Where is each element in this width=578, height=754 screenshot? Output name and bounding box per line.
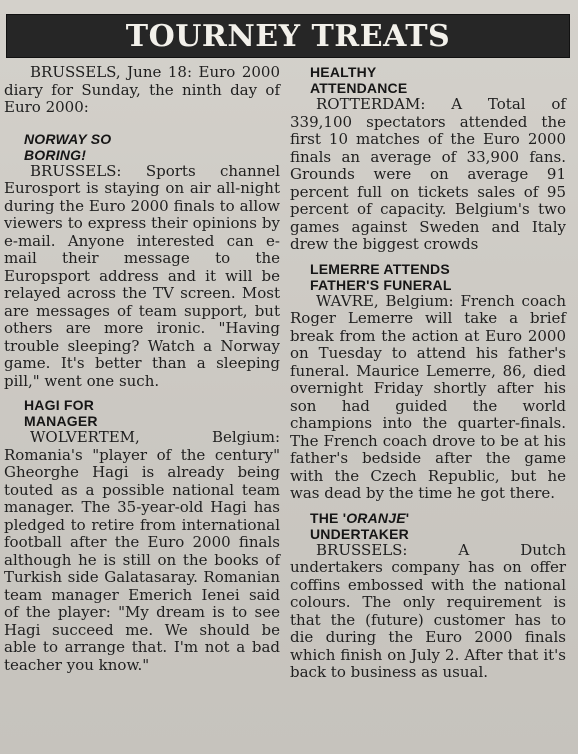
headline-line: NORWAY SO	[24, 130, 112, 147]
story-lemerre	[290, 261, 566, 503]
right-column	[290, 64, 566, 689]
headline-line: HAGI FOR	[24, 397, 95, 413]
headline-prefix: THE '	[310, 509, 347, 526]
article-columns	[4, 64, 570, 689]
headline-line: BORING!	[24, 146, 87, 163]
story-body: BRUSSELS: A Dutch undertakers company has on offer coffins embossed with the national colours. The only requirement is that the (future) customer has to die during the Euro 2000 finals which finish on July 2. After that it's back to business as usual.	[290, 540, 566, 681]
story-attendance	[290, 64, 566, 254]
story-headline	[290, 510, 566, 542]
story-headline	[290, 261, 566, 293]
headline-line: ATTENDANCE	[310, 80, 408, 96]
headline-line	[310, 510, 409, 526]
story-oranje	[290, 510, 566, 682]
page-title: TOURNEY TREATS	[125, 18, 451, 54]
headline-line: MANAGER	[24, 413, 98, 429]
story-headline	[290, 64, 566, 96]
story-headline	[4, 397, 280, 429]
headline-line: FATHER'S FUNERAL	[310, 276, 452, 293]
story-body: WAVRE, Belgium: French coach Roger Lemerre will take a brief break from the action at Euro 2000 on Tuesday to attend his father's funeral. Maurice Lemerre, 86, died overnight Friday shortly after his son had guided the world champions into the quarter-finals. The French coach drove to be at his father's bedside after the game with the Czech Republic, but he was dead by the time he got there.	[290, 291, 566, 502]
intro-paragraph: BRUSSELS, June 18: Euro 2000 diary for Sunday, the ninth day of Euro 2000:	[4, 63, 280, 116]
story-headline	[4, 131, 280, 163]
story-body: BRUSSELS: Sports channel Eurosport is staying on air all-night during the Euro 2000 finals to allow viewers to express their opinions by e-mail. Anyone interested can e-mail their message to the Europsport address and it will be relayed across the TV screen. Most are messages of team support, but others are more ironic. "Having trouble sleeping? Watch a Norway game. It's better than a sleeping pill," went one such.	[4, 161, 280, 390]
story-body: WOLVERTEM, Belgium: Romania's "player of the century" Gheorghe Hagi is already being touted as a possible national team manager. The 35-year-old Hagi has pledged to retire from international football after the Euro 2000 finals although he is still on the books of Turkish side Galatasaray. Romanian team manager Emerich Ienei said of the player: "My dream is to see Hagi succeed me. We should be able to arrange that. I'm not a bad teacher you know."	[4, 428, 280, 674]
story-body: ROTTERDAM: A Total of 339,100 spectators attended the first 10 matches of the Euro 2000 finals an average of 33,900 fans. Grounds were on average 91 percent full on tickets sales of 95 percent of capacity. Belgium's two games against Sweden and Italy drew the biggest crowds	[290, 95, 566, 253]
headline-line: LEMERRE ATTENDS	[310, 260, 450, 277]
headline-italic-word: ORANJE	[346, 509, 406, 526]
story-norway	[4, 131, 280, 391]
story-hagi	[4, 397, 280, 674]
left-column	[4, 64, 280, 689]
headline-suffix: '	[405, 509, 410, 526]
headline-line: HEALTHY	[310, 64, 377, 80]
headline-line: UNDERTAKER	[310, 525, 409, 542]
header-bar	[6, 14, 570, 58]
